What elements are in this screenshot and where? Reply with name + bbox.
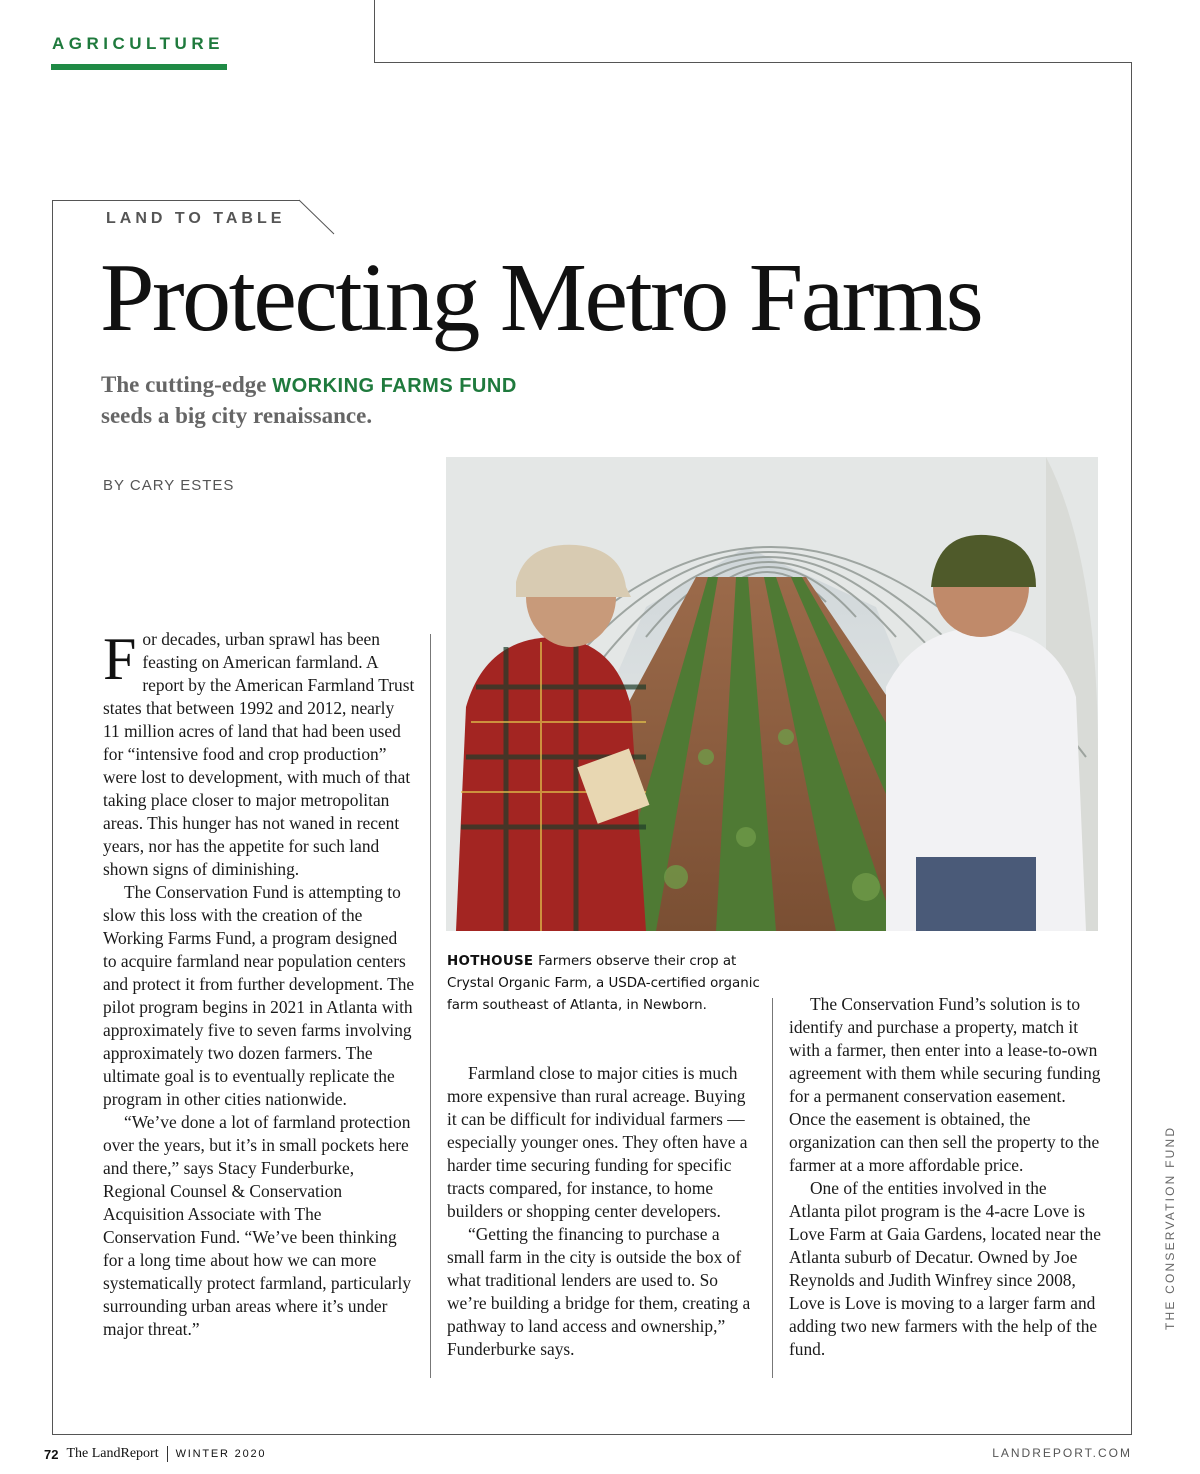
section-label: AGRICULTURE [52,34,224,53]
frame-top-left-vertical [374,0,375,62]
paragraph: The Conservation Fund’s solution is to identify and purchase a property, match it with a farmer, then enter into a lease-to-own agreement with them while securing funding for a permanent conservation easement. Once the easement is obtained, the organization can then sell the property to the farmer at a more affordable price. [789,994,1101,1175]
kicker-top-rule [52,200,300,201]
column-rule-2 [772,998,773,1378]
body-column-2 [447,1062,759,1361]
publication-name: The LandReport [66,1446,159,1461]
photo-illustration [446,457,1098,931]
photo-credit: THE CONSERVATION FUND [1163,1125,1177,1330]
caption-label: HOTHOUSE [447,954,534,969]
section-underline [51,64,227,70]
dek-rest: seeds a big city renaissance. [101,403,373,428]
headline: Protecting Metro Farms [100,244,982,352]
paragraph: “Getting the financing to purchase a small farm in the city is outside the box of what traditional lenders are used to. So we’re building a bridge for them, creating a pathway to land access and ownership,” Funderburke says. [447,1224,751,1359]
paragraph [103,628,415,881]
byline: BY CARY ESTES [103,477,235,494]
body-column-3 [789,993,1101,1361]
paragraph: One of the entities involved in the Atlanta pilot program is the 4-acre Love is Love Farm at Gaia Gardens, located near the Atlanta suburb of Decatur. Owned by Joe Reynolds and Judith Winfrey since 2008, Love is Love is moving to a larger farm and adding two new farmers with the help of the fund. [789,1178,1101,1359]
column-rule-1 [430,634,431,1378]
dek [101,370,701,430]
page-footer [44,1446,266,1462]
dek-lead: The cutting-edge [101,372,273,397]
issue-date: WINTER 2020 [175,1448,267,1460]
drop-cap: F [103,626,137,692]
frame-top-horizontal [374,62,1132,63]
paragraph: Farmland close to major cities is much more expensive than rural acreage. Buying it can be difficult for individual farmers — especially younger ones. They often have a harder time securing funding for specific tracts compared, for instance, to home builders or shopping center developers. [447,1063,748,1221]
dek-highlight: WORKING FARMS FUND [272,375,517,397]
body-column-1 [103,628,415,1341]
photo-caption [447,951,767,1017]
page-number: 72 [44,1446,59,1462]
caption-text: Farmers observe their crop at Crystal Organic Farm, a USDA-certified organic farm southeast of Atlanta, in Newborn. [447,954,760,1013]
hothouse-photo [446,457,1098,931]
footer-separator [167,1446,168,1462]
paragraph-text: or decades, urban sprawl has been feasting on American farmland. A report by the American Farmland Trust states that between 1992 and 2012, nearly 11 million acres of land that had been used for “intensive food and crop production” were lost to development, with much of that taking place closer to major metropolitan areas. This hunger has not waned in recent years, nor has the appetite for such land shown signs of diminishing. [103,629,415,879]
frame-left-vertical [52,200,53,1435]
kicker-diagonal-rule [298,199,338,237]
frame-bottom-horizontal [52,1434,1132,1435]
kicker: LAND TO TABLE [106,210,286,227]
frame-right-vertical [1131,62,1132,1435]
paragraph: “We’ve done a lot of farmland protection over the years, but it’s in small pockets here and there,” says Stacy Funderburke, Regional Counsel & Conservation Acquisition Associate with The Conservation Fund. “We’ve been thinking for a long time about how we can more systematically protect farmland, particularly surrounding urban areas where it’s under major threat.” [103,1112,412,1339]
website-link[interactable]: LANDREPORT.COM [992,1446,1132,1460]
paragraph: The Conservation Fund is attempting to slow this loss with the creation of the Working Farms Fund, a program designed to acquire farmland near population centers and protect it from further development. The pilot program begins in 2021 in Atlanta with approximately five to seven farms involving approximately two dozen farmers. The ultimate goal is to eventually replicate the program in other cities nationwide. [103,882,415,1109]
